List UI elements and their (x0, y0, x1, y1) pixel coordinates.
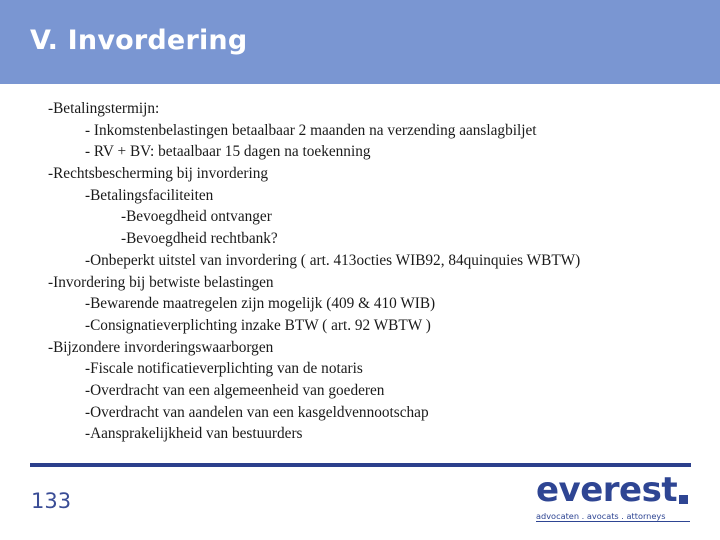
bullet-level-2: -Betalingsfaciliteiten (85, 186, 214, 204)
slide-title: V. Invordering (30, 25, 248, 56)
logo-wordmark: everest (536, 470, 678, 510)
bullet-level-2: - RV + BV: betaalbaar 15 dagen na toekenning (85, 143, 371, 161)
bullet-level-2: -Bewarende maatregelen zijn mogelijk (409 & 410 WIB) (85, 295, 436, 313)
bullet-level-3: -Bevoegdheid ontvanger (121, 208, 272, 226)
logo-underline (536, 521, 690, 522)
logo-tagline: advocaten . avocats . attorneys (536, 511, 666, 521)
bullet-level-1: -Rechtsbescherming bij invordering (48, 165, 269, 183)
footer-divider (30, 463, 691, 467)
title-bar (0, 0, 720, 84)
bullet-level-2: -Onbeperkt uitstel van invordering ( art. 413octies WIB92, 84quinquies WBTW) (85, 251, 581, 269)
bullet-level-2: -Aansprakelijkheid van bestuurders (85, 425, 303, 443)
bullet-level-2: - Inkomstenbelastingen betaalbaar 2 maanden na verzending aanslagbiljet (85, 121, 537, 139)
bullet-level-1: -Invordering bij betwiste belastingen (48, 273, 274, 291)
bullet-level-2: -Fiscale notificatieverplichting van de notaris (85, 360, 363, 378)
bullet-level-2: -Overdracht van een algemeenheid van goederen (85, 381, 385, 399)
page-number: 133 (31, 489, 72, 513)
bullet-level-2: -Overdracht van aandelen van een kasgeldvennootschap (85, 403, 429, 421)
bullet-level-3: -Bevoegdheid rechtbank? (121, 230, 278, 248)
bullet-level-1: -Bijzondere invorderingswaarborgen (48, 338, 274, 356)
slide-body (48, 98, 708, 445)
bullet-level-2: -Consignatieverplichting inzake BTW ( art. 92 WBTW ) (85, 316, 431, 334)
bullet-level-1: -Betalingstermijn: (48, 100, 160, 117)
logo-square-icon (679, 495, 688, 504)
everest-logo (536, 470, 696, 524)
